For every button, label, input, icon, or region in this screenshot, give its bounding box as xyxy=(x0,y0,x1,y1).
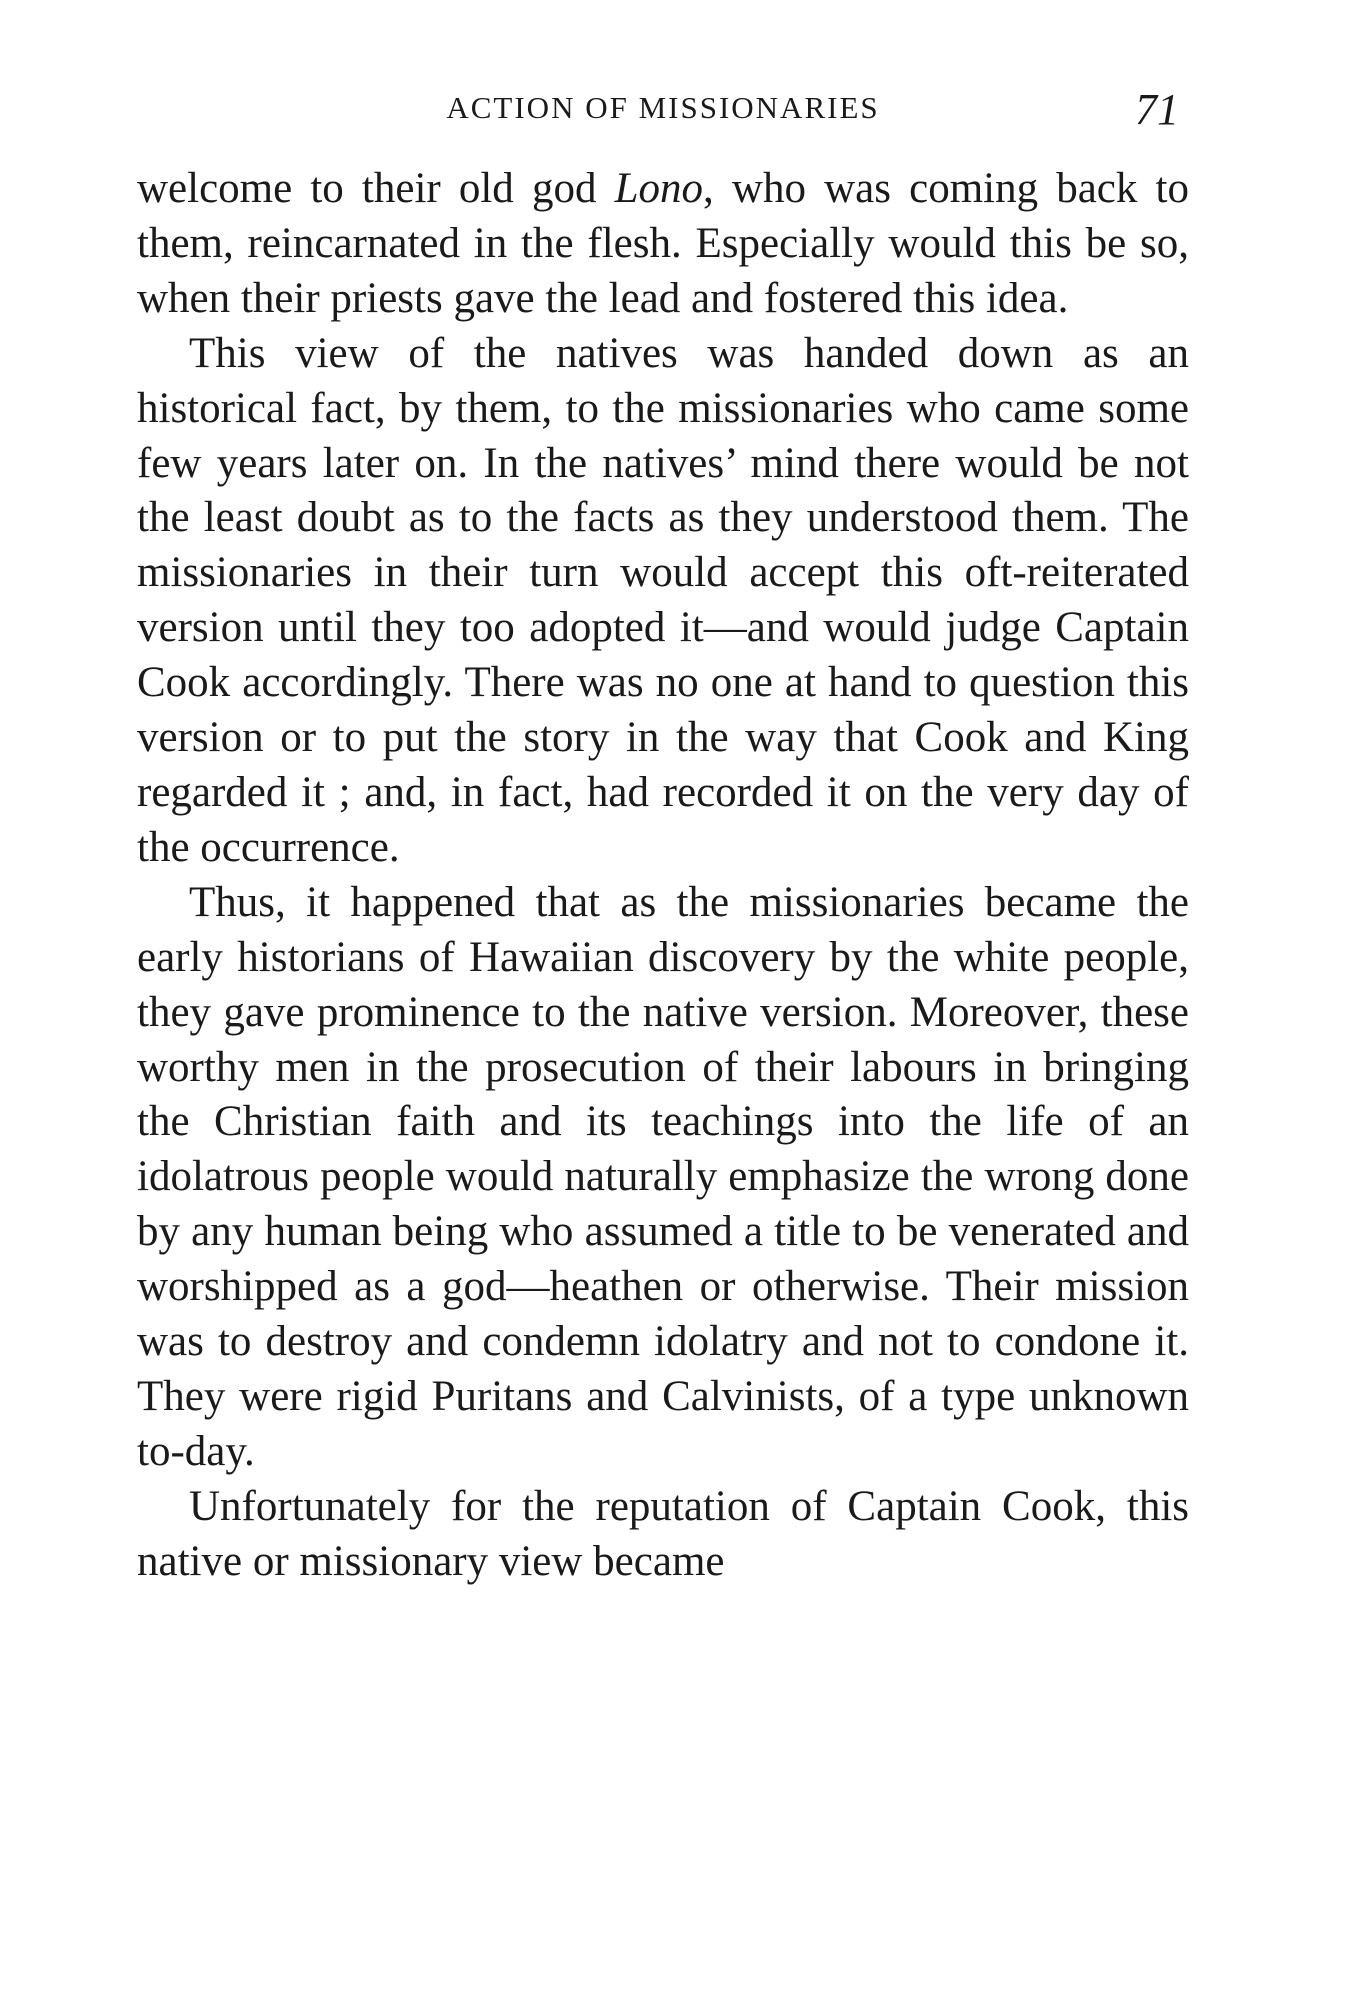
emphasized-name: Lono xyxy=(614,165,704,212)
paragraph-1-text-end: , who was coming back to them, reincarnated in the flesh. Especially would this be so, when their priests gave the lead and fostered this idea. xyxy=(137,165,1189,322)
page-number: 71 xyxy=(1135,85,1179,134)
running-title: ACTION OF MISSIONARIES xyxy=(446,90,880,125)
body-text xyxy=(137,162,1189,1590)
paragraph-4: Unfortunately for the reputation of Captain Cook, this native or missionary view became xyxy=(137,1482,1189,1585)
paragraph-1 xyxy=(137,162,1189,327)
paragraph-1-text-start: welcome to their old god xyxy=(137,165,615,212)
paragraph-3: Thus, it happened that as the missionaries became the early historians of Hawaiian discovery by the white people, they gave prominence to the native version. Moreover, these worthy men in the prosecution of their labours in bringing the Christian faith and its teachings into the life of an idolatrous people would naturally emphasize the wrong done by any human being who assumed a title to be venerated and worshipped as a god—heathen or otherwise. Their mission was to destroy and condemn idolatry and not to condone it. They were rigid Puritans and Calvinists, of a type unknown to-day. xyxy=(137,878,1189,1475)
running-head xyxy=(137,84,1189,134)
paragraph-2: This view of the natives was handed down as an historical fact, by them, to the missionaries who came some few years later on. In the natives’ mind there would be not the least doubt as to the facts as they understood them. The missionaries in their turn would accept this oft-reiterated version until they too adopted it—and would judge Captain Cook accordingly. There was no one at hand to question this version or to put the story in the way that Cook and King regarded it ; and, in fact, had recorded it on the very day of the occurrence. xyxy=(137,329,1189,871)
